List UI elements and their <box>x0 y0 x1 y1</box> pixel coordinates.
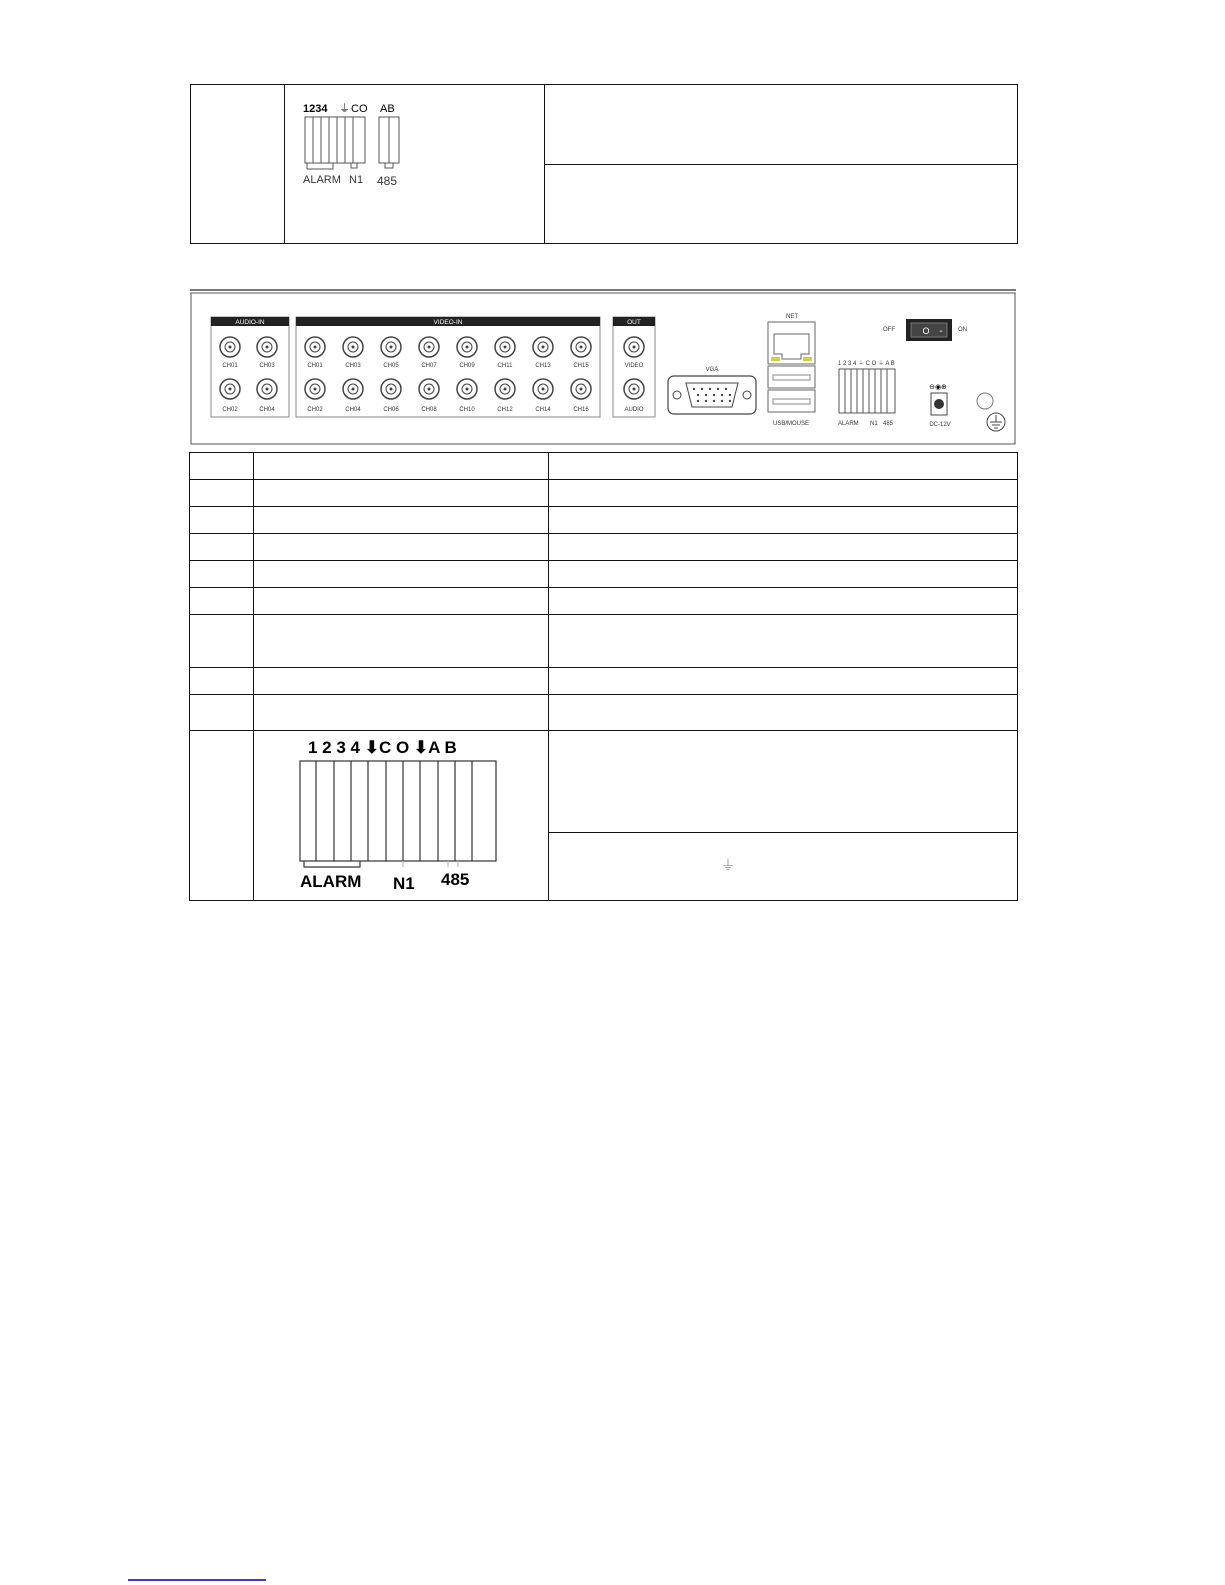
svg-text:AUDIO: AUDIO <box>624 407 644 413</box>
svg-text:CH04: CH04 <box>259 407 275 413</box>
svg-text:VIDEO: VIDEO <box>624 363 644 369</box>
svg-text:CH02: CH02 <box>222 407 238 413</box>
svg-text:CH01: CH01 <box>222 363 238 369</box>
video-in-title: VIDEO-IN <box>433 319 463 326</box>
channel-label: CH03 <box>345 363 361 369</box>
audio-in-title: AUDIO-IN <box>235 319 265 326</box>
label-485: 485 <box>377 174 398 188</box>
channel-label: CH11 <box>497 363 513 369</box>
polarity-icon: ⊖◉⊕ <box>929 383 947 391</box>
table-cell-index <box>191 85 285 244</box>
channel-label: CH12 <box>497 407 513 413</box>
svg-text:OUT: OUT <box>627 319 641 326</box>
footer-rule <box>128 1579 266 1581</box>
svg-text:ALARM: ALARM <box>838 421 859 427</box>
label-n1: N1 <box>349 174 364 186</box>
connector-table-bottom <box>189 452 1018 901</box>
svg-text:NET: NET <box>786 314 798 320</box>
svg-text:1 2 3 4 ⏚ C O ⏚ A B: 1 2 3 4 ⏚ C O ⏚ A B <box>838 361 895 367</box>
label-alarm: ALARM <box>303 174 341 186</box>
channel-label: CH05 <box>383 363 399 369</box>
rear-panel-diagram <box>190 289 1016 445</box>
connector-figure-cell <box>285 85 545 244</box>
ground-icon: ⏚ <box>721 858 735 874</box>
svg-text:OFF: OFF <box>883 327 895 333</box>
channel-label: CH10 <box>459 407 475 413</box>
channel-label: CH07 <box>421 363 437 369</box>
channel-label: CH16 <box>573 407 589 413</box>
connector-table-top <box>190 84 1018 244</box>
alarm-485-connector-small <box>303 101 503 211</box>
pins-ab: AB <box>380 103 395 115</box>
svg-text:ON: ON <box>958 327 967 333</box>
channel-label: CH15 <box>573 363 589 369</box>
pins-co: CO <box>351 103 368 115</box>
svg-text:485: 485 <box>883 421 894 427</box>
svg-text:DC-12V: DC-12V <box>929 422 951 428</box>
label-n1-large: N1 <box>393 874 415 893</box>
terminal-block-small <box>305 117 399 169</box>
svg-text:VGA: VGA <box>705 367 719 373</box>
description-cell-1 <box>545 85 1018 165</box>
label-485-large: 485 <box>441 870 470 889</box>
channel-label: CH09 <box>459 363 475 369</box>
channel-label: CH04 <box>345 407 361 413</box>
pins-1234: 1234 <box>303 103 328 115</box>
svg-text:-: - <box>939 326 943 337</box>
svg-text:CH03: CH03 <box>259 363 275 369</box>
channel-label: CH06 <box>383 407 399 413</box>
channel-label: CH13 <box>535 363 551 369</box>
description-cell-2 <box>545 164 1018 244</box>
channel-label: CH01 <box>307 363 323 369</box>
channel-label: CH02 <box>307 407 323 413</box>
svg-text:N1: N1 <box>870 421 878 427</box>
svg-text:USB/MOUSE: USB/MOUSE <box>772 421 810 427</box>
channel-label: CH08 <box>421 407 437 413</box>
ground-icon: ⏚ <box>339 103 350 115</box>
connector-figure-cell-large <box>254 731 549 901</box>
channel-label: CH14 <box>535 407 551 413</box>
svg-text:O: O <box>922 326 930 336</box>
label-alarm-large: ALARM <box>300 872 362 891</box>
alarm-485-connector-large <box>298 735 548 895</box>
pins-large: 1 2 3 4 ⬇C O ⬇A B <box>308 738 457 757</box>
description-cell-ground <box>549 833 1018 901</box>
